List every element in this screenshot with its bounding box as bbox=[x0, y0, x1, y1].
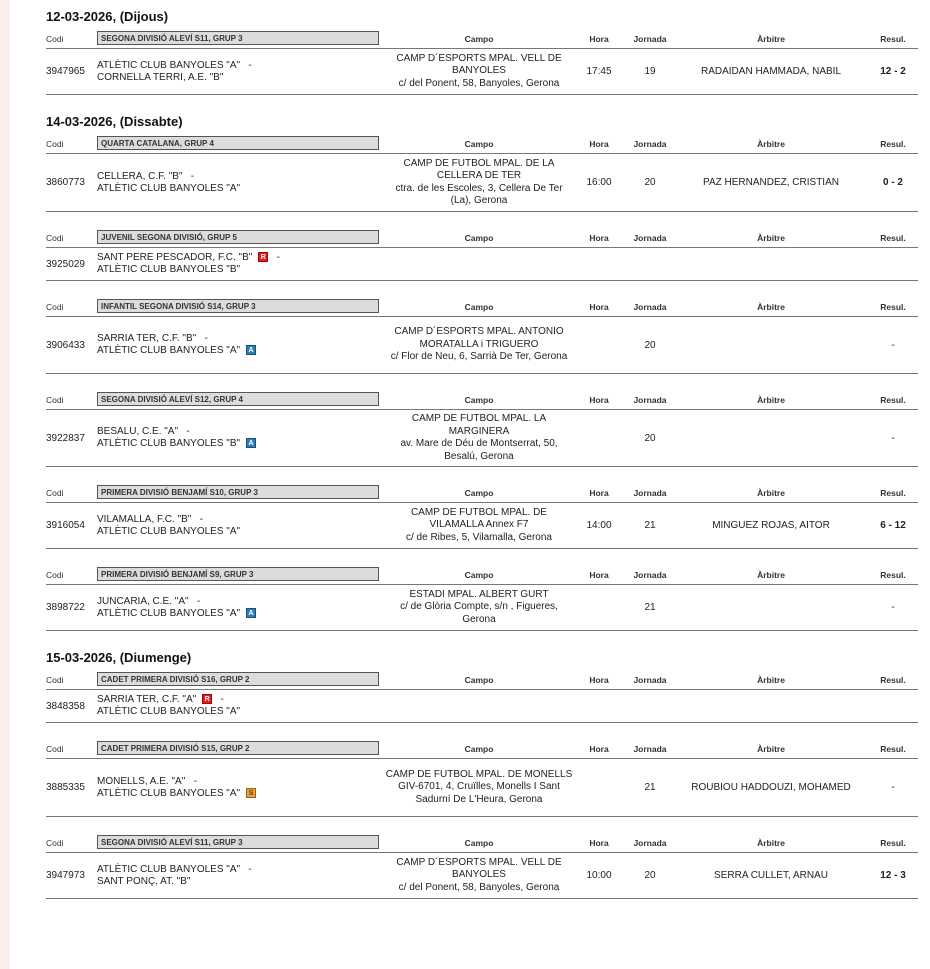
home-team: ATLÈTIC CLUB BANYOLES "A" bbox=[97, 59, 241, 71]
resul-header: Resul. bbox=[880, 395, 906, 405]
match-result: - bbox=[891, 602, 895, 613]
home-team: MONELLS, A.E. "A" bbox=[97, 775, 186, 787]
campo-header: Campo bbox=[464, 488, 494, 498]
away-team: ATLÈTIC CLUB BANYOLES "B" bbox=[97, 264, 241, 275]
match-result: 12 - 2 bbox=[880, 66, 906, 77]
match-header-row bbox=[46, 391, 918, 410]
campo-name: CAMP DE FUTBOL MPAL. DE MONELLS bbox=[385, 768, 573, 780]
home-team-line: SARRIA TER, C.F. "A" R - bbox=[97, 694, 224, 705]
home-team-line: SANT PERE PESCADOR, F.C. "B" R - bbox=[97, 252, 280, 263]
match-result: 6 - 12 bbox=[880, 520, 906, 531]
match-block bbox=[46, 566, 918, 631]
match-codi: 3898722 bbox=[46, 602, 85, 613]
match-result: - bbox=[891, 339, 895, 351]
match-jornada: 21 bbox=[644, 782, 656, 793]
jornada-header: Jornada bbox=[633, 302, 667, 312]
hora-header: Hora bbox=[589, 34, 609, 44]
status-badge-a: A bbox=[246, 438, 256, 448]
match-teams bbox=[97, 410, 382, 466]
home-team-line: BESALU, C.E. "A" - bbox=[97, 426, 190, 437]
campo-name: CAMP D´ESPORTS MPAL. ANTONIO MORATALLA i TRIGUERO bbox=[394, 326, 564, 350]
campo-header: Campo bbox=[464, 233, 494, 243]
match-teams bbox=[97, 49, 382, 94]
match-campo bbox=[384, 410, 574, 466]
codi-header: Codi bbox=[46, 233, 64, 243]
competition-label: CADET PRIMERA DIVISIÓ S15, GRUP 2 bbox=[97, 741, 379, 755]
match-block bbox=[46, 30, 918, 95]
match-hora: 16:00 bbox=[586, 177, 612, 188]
match-arbitre: PAZ HERNANDEZ, CRISTIAN bbox=[703, 177, 839, 188]
jornada-header: Jornada bbox=[633, 744, 667, 754]
resul-header: Resul. bbox=[880, 488, 906, 498]
campo-name: CAMP DE FUTBOL MPAL. DE VILAMALLA Annex F7 bbox=[411, 506, 547, 531]
match-header-row bbox=[46, 671, 918, 690]
competition-label: INFANTIL SEGONA DIVISIÓ S14, GRUP 3 bbox=[97, 299, 379, 313]
jornada-header: Jornada bbox=[633, 34, 667, 44]
arbitre-header: Àrbitre bbox=[757, 139, 785, 149]
match-block bbox=[46, 391, 918, 467]
away-team: SANT PONÇ, AT. "B" bbox=[97, 875, 191, 887]
day-section bbox=[46, 645, 918, 899]
match-result: - bbox=[891, 432, 895, 444]
match-block bbox=[46, 135, 918, 212]
status-badge-a: A bbox=[246, 608, 256, 618]
home-team-line: MONELLS, A.E. "A" - bbox=[97, 775, 197, 787]
away-team: ATLÈTIC CLUB BANYOLES "A" bbox=[97, 706, 241, 717]
left-margin-strip bbox=[0, 0, 10, 969]
match-header-row bbox=[46, 298, 918, 317]
jornada-header: Jornada bbox=[633, 488, 667, 498]
away-team: ATLÈTIC CLUB BANYOLES "A" bbox=[97, 182, 241, 194]
match-schedule bbox=[46, 0, 918, 899]
match-teams bbox=[97, 317, 382, 373]
match-block bbox=[46, 229, 918, 281]
campo-address: c/ del Ponent, 58, Banyoles, Gerona bbox=[398, 77, 560, 89]
match-jornada: 21 bbox=[644, 602, 656, 613]
campo-address: av. Mare de Déu de Montserrat, 50, Besalú, Gerona bbox=[400, 438, 558, 462]
away-team-line bbox=[97, 608, 256, 620]
resul-header: Resul. bbox=[880, 838, 906, 848]
jornada-header: Jornada bbox=[633, 838, 667, 848]
codi-header: Codi bbox=[46, 675, 64, 685]
competition-label: JUVENIL SEGONA DIVISIÓ, GRUP 5 bbox=[97, 230, 379, 244]
campo-name: ESTADI MPAL. ALBERT GURT bbox=[409, 588, 549, 600]
match-row bbox=[46, 585, 918, 631]
codi-header: Codi bbox=[46, 744, 64, 754]
home-team: SANT PERE PESCADOR, F.C. "B" bbox=[97, 252, 253, 263]
home-team-line: VILAMALLA, F.C. "B" - bbox=[97, 513, 204, 525]
home-team-line: ATLÈTIC CLUB BANYOLES "A" - bbox=[97, 863, 252, 875]
match-header-row bbox=[46, 484, 918, 503]
competition-label: SEGONA DIVISIÓ ALEVÍ S12, GRUP 4 bbox=[97, 392, 379, 406]
hora-header: Hora bbox=[589, 139, 609, 149]
match-teams bbox=[97, 154, 382, 211]
match-arbitre: RADAIDAN HAMMADA, NABIL bbox=[700, 66, 842, 77]
hora-header: Hora bbox=[589, 570, 609, 580]
match-hora: 17:45 bbox=[586, 66, 612, 77]
match-row bbox=[46, 154, 918, 212]
match-result: - bbox=[891, 782, 895, 793]
match-header-row bbox=[46, 740, 918, 759]
arbitre-header: Àrbitre bbox=[757, 488, 785, 498]
arbitre-header: Àrbitre bbox=[757, 302, 785, 312]
arbitre-header: Àrbitre bbox=[757, 675, 785, 685]
match-codi: 3947965 bbox=[46, 66, 85, 77]
campo-header: Campo bbox=[464, 395, 494, 405]
match-jornada: 19 bbox=[644, 66, 656, 77]
match-jornada: 20 bbox=[644, 339, 656, 351]
match-codi: 3916054 bbox=[46, 520, 85, 531]
hora-header: Hora bbox=[589, 838, 609, 848]
day-date-header: 12-03-2026, (Dijous) bbox=[46, 9, 169, 24]
match-row bbox=[46, 410, 918, 467]
match-header-row bbox=[46, 30, 918, 49]
hora-header: Hora bbox=[589, 675, 609, 685]
campo-header: Campo bbox=[464, 139, 494, 149]
match-teams bbox=[97, 759, 382, 816]
codi-header: Codi bbox=[46, 302, 64, 312]
away-team: ATLÈTIC CLUB BANYOLES "A" bbox=[97, 787, 241, 799]
match-codi: 3848358 bbox=[46, 700, 85, 712]
match-hora: 10:00 bbox=[586, 870, 612, 881]
jornada-header: Jornada bbox=[633, 675, 667, 685]
home-team-line: SARRIA TER, C.F. "B" - bbox=[97, 333, 208, 344]
away-team-line bbox=[97, 788, 256, 800]
match-codi: 3885335 bbox=[46, 782, 85, 793]
hora-header: Hora bbox=[589, 395, 609, 405]
codi-header: Codi bbox=[46, 395, 64, 405]
codi-header: Codi bbox=[46, 838, 64, 848]
campo-name: CAMP DE FUTBOL MPAL. DE LA CELLERA DE TER bbox=[403, 157, 555, 181]
campo-address: GIV-6701, 4, Cruïlles, Monells I Sant Sadurní De L'Heura, Gerona bbox=[398, 781, 560, 805]
match-header-row bbox=[46, 135, 918, 154]
match-jornada: 21 bbox=[644, 520, 656, 531]
match-teams bbox=[97, 690, 382, 722]
status-badge-r: R bbox=[202, 694, 212, 704]
hora-header: Hora bbox=[589, 302, 609, 312]
match-row bbox=[46, 317, 918, 374]
match-jornada: 20 bbox=[644, 177, 656, 188]
match-block bbox=[46, 298, 918, 374]
arbitre-header: Àrbitre bbox=[757, 34, 785, 44]
jornada-header: Jornada bbox=[633, 570, 667, 580]
away-team-line bbox=[97, 438, 256, 450]
jornada-header: Jornada bbox=[633, 139, 667, 149]
codi-header: Codi bbox=[46, 34, 64, 44]
campo-header: Campo bbox=[464, 675, 494, 685]
match-codi: 3922837 bbox=[46, 432, 85, 444]
resul-header: Resul. bbox=[880, 233, 906, 243]
match-campo bbox=[384, 503, 574, 548]
hora-header: Hora bbox=[589, 744, 609, 754]
match-hora: 14:00 bbox=[586, 520, 612, 531]
competition-label: SEGONA DIVISIÓ ALEVÍ S11, GRUP 3 bbox=[97, 835, 379, 849]
match-codi: 3925029 bbox=[46, 258, 85, 270]
competition-label: CADET PRIMERA DIVISIÓ S16, GRUP 2 bbox=[97, 672, 379, 686]
match-row bbox=[46, 248, 918, 281]
jornada-header: Jornada bbox=[633, 395, 667, 405]
codi-header: Codi bbox=[46, 488, 64, 498]
codi-header: Codi bbox=[46, 570, 64, 580]
match-jornada: 20 bbox=[644, 432, 656, 444]
match-arbitre: SERRA CULLET, ARNAU bbox=[714, 870, 828, 881]
match-jornada: 20 bbox=[644, 870, 656, 881]
jornada-header: Jornada bbox=[633, 233, 667, 243]
match-header-row bbox=[46, 834, 918, 853]
match-header-row bbox=[46, 229, 918, 248]
away-team-line bbox=[97, 345, 256, 357]
arbitre-header: Àrbitre bbox=[757, 233, 785, 243]
competition-label: PRIMERA DIVISIÓ BENJAMÍ S10, GRUP 3 bbox=[97, 485, 379, 499]
home-team-line: ATLÈTIC CLUB BANYOLES "A" - bbox=[97, 59, 252, 71]
match-block bbox=[46, 671, 918, 723]
campo-header: Campo bbox=[464, 838, 494, 848]
match-block bbox=[46, 484, 918, 549]
day-section bbox=[46, 0, 918, 95]
home-team: JUNCARIA, C.E. "A" bbox=[97, 595, 189, 607]
campo-address: c/ del Ponent, 58, Banyoles, Gerona bbox=[398, 881, 560, 893]
arbitre-header: Àrbitre bbox=[757, 744, 785, 754]
match-row bbox=[46, 853, 918, 899]
match-campo bbox=[384, 154, 574, 211]
campo-header: Campo bbox=[464, 34, 494, 44]
campo-address: c/ de Glòria Compte, s/n , Figueres, Gerona bbox=[400, 601, 558, 625]
match-header-row bbox=[46, 566, 918, 585]
campo-header: Campo bbox=[464, 744, 494, 754]
match-row bbox=[46, 759, 918, 817]
match-block bbox=[46, 834, 918, 899]
campo-address: ctra. de les Escoles, 3, Cellera De Ter (La), Gerona bbox=[395, 182, 563, 206]
match-codi: 3947973 bbox=[46, 870, 85, 881]
campo-address: c/ de Ribes, 5, Vilamalla, Gerona bbox=[405, 531, 552, 543]
home-team-line: JUNCARIA, C.E. "A" - bbox=[97, 595, 201, 607]
match-block bbox=[46, 740, 918, 817]
campo-header: Campo bbox=[464, 570, 494, 580]
day-section bbox=[46, 109, 918, 631]
match-codi: 3906433 bbox=[46, 339, 85, 351]
arbitre-header: Àrbitre bbox=[757, 395, 785, 405]
away-team: ATLÈTIC CLUB BANYOLES "A" bbox=[97, 607, 241, 619]
resul-header: Resul. bbox=[880, 744, 906, 754]
campo-header: Campo bbox=[464, 302, 494, 312]
day-date-header: 15-03-2026, (Diumenge) bbox=[46, 650, 192, 665]
match-campo bbox=[384, 759, 574, 816]
resul-header: Resul. bbox=[880, 139, 906, 149]
match-campo bbox=[384, 49, 574, 94]
resul-header: Resul. bbox=[880, 34, 906, 44]
match-result: 0 - 2 bbox=[882, 177, 903, 188]
match-arbitre: MINGUEZ ROJAS, AITOR bbox=[712, 520, 830, 531]
campo-name: CAMP DE FUTBOL MPAL. LA MARGINERA bbox=[411, 413, 547, 437]
competition-label: QUARTA CATALANA, GRUP 4 bbox=[97, 136, 379, 150]
home-team: CELLERA, C.F. "B" bbox=[97, 170, 183, 182]
match-teams bbox=[97, 853, 382, 898]
away-team: ATLÈTIC CLUB BANYOLES "A" bbox=[97, 525, 241, 537]
competition-label: SEGONA DIVISIÓ ALEVÍ S11, GRUP 3 bbox=[97, 31, 379, 45]
match-campo bbox=[384, 585, 574, 630]
competition-label: PRIMERA DIVISIÓ BENJAMÍ S9, GRUP 3 bbox=[97, 567, 379, 581]
hora-header: Hora bbox=[589, 488, 609, 498]
home-team: ATLÈTIC CLUB BANYOLES "A" bbox=[97, 863, 241, 875]
day-date-header: 14-03-2026, (Dissabte) bbox=[46, 114, 183, 129]
arbitre-header: Àrbitre bbox=[757, 570, 785, 580]
match-campo bbox=[384, 853, 574, 898]
arbitre-header: Àrbitre bbox=[757, 838, 785, 848]
resul-header: Resul. bbox=[880, 302, 906, 312]
status-badge-s: S bbox=[246, 788, 256, 798]
match-arbitre: ROUBIOU HADDOUZI, MOHAMED bbox=[691, 782, 851, 793]
status-badge-a: A bbox=[246, 345, 256, 355]
codi-header: Codi bbox=[46, 139, 64, 149]
home-team: VILAMALLA, F.C. "B" bbox=[97, 513, 192, 525]
campo-name: CAMP D´ESPORTS MPAL. VELL DE BANYOLES bbox=[396, 52, 562, 77]
match-codi: 3860773 bbox=[46, 177, 85, 188]
match-teams bbox=[97, 585, 382, 630]
campo-name: CAMP D´ESPORTS MPAL. VELL DE BANYOLES bbox=[396, 856, 562, 881]
match-row bbox=[46, 49, 918, 95]
campo-address: c/ Flor de Neu, 6, Sarrià De Ter, Gerona bbox=[390, 351, 568, 363]
home-team: BESALU, C.E. "A" bbox=[97, 426, 179, 437]
match-row bbox=[46, 503, 918, 549]
away-team: ATLÈTIC CLUB BANYOLES "B" bbox=[97, 438, 241, 449]
match-teams bbox=[97, 503, 382, 548]
home-team-line: CELLERA, C.F. "B" - bbox=[97, 170, 195, 182]
match-teams bbox=[97, 248, 382, 280]
match-result: 12 - 3 bbox=[880, 870, 906, 881]
status-badge-r: R bbox=[258, 252, 268, 262]
resul-header: Resul. bbox=[880, 675, 906, 685]
resul-header: Resul. bbox=[880, 570, 906, 580]
home-team: SARRIA TER, C.F. "B" bbox=[97, 333, 197, 344]
away-team: CORNELLA TERRI, A.E. "B" bbox=[97, 71, 224, 83]
away-team: ATLÈTIC CLUB BANYOLES "A" bbox=[97, 345, 241, 356]
match-campo bbox=[384, 317, 574, 373]
home-team: SARRIA TER, C.F. "A" bbox=[97, 694, 197, 705]
hora-header: Hora bbox=[589, 233, 609, 243]
match-row bbox=[46, 690, 918, 723]
